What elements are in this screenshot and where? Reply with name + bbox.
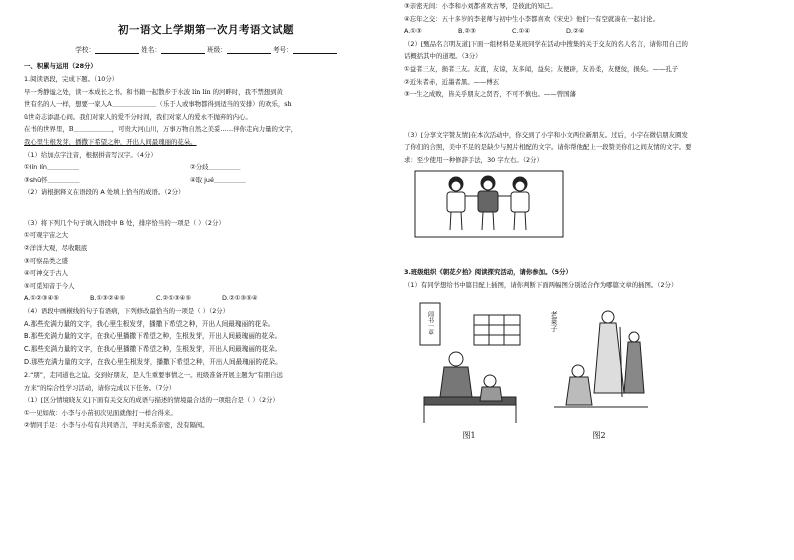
name-label: 姓名： bbox=[141, 46, 161, 55]
pinyin-item: ③shū怀＿＿＿＿＿ bbox=[24, 175, 80, 184]
question-2-2: （2）[甄品名言明友道]下面一组材料是某班同学在活动中搜集的关于交友的名人名言，请你用自己的 bbox=[404, 39, 688, 48]
option: ②情同手足：小李与小苟有共同语言，平时关系亲密，没有隔阂。 bbox=[24, 421, 209, 430]
choice-a[interactable]: A.①②③④⑤ bbox=[24, 294, 59, 303]
pinyin-row bbox=[24, 176, 388, 184]
exam-no-label: 考号： bbox=[272, 46, 293, 55]
choice-c[interactable]: C.①④ bbox=[512, 27, 530, 36]
question-1-2: （2）请根据释义在语段的 A 处填上恰当的成语。（2分） bbox=[24, 188, 185, 197]
choice-d[interactable]: D.②④ bbox=[566, 27, 585, 36]
passage-line-underlined: 我心里生根发芽，播撒下希望之种，开出人间最瑰丽的花朵。 bbox=[24, 137, 197, 146]
choices-row bbox=[24, 294, 388, 302]
name-blank[interactable] bbox=[161, 47, 205, 54]
quote: ②近朱者赤，近墨者黑。——傅玄 bbox=[404, 77, 500, 86]
question-1-1: （1）给加点字注音，根据拼音写汉字。（4分） bbox=[24, 150, 157, 159]
question-2-3-cont: 了你们的合照，美中不足的是缺少与照片相配的文字。请你帮他配上一段赞美你们之间友情的文字。要 bbox=[404, 143, 692, 152]
pinyin-row bbox=[24, 163, 388, 171]
elders-sketch-icon bbox=[544, 297, 654, 427]
figure-1-label: 图1 bbox=[462, 430, 476, 440]
three-friends-illustration bbox=[414, 170, 564, 238]
option: ③可察品类之盛 bbox=[24, 256, 69, 265]
passage-line: ū世奇志添温心间。我们对家人的爱不分时间，我们对家人的爱永不抛弃的内心。 bbox=[24, 112, 252, 121]
figure-2 bbox=[544, 297, 654, 441]
option: ④忘年之交：五十多岁的李老师与初中生小李都喜欢《宋史》他们一有空就凑在一起讨论。 bbox=[404, 14, 659, 23]
choice-d[interactable]: D.那些充满力量的文字，在我心里生根发芽，播撒下希望之种，开出人间最瑰丽的花朵。 bbox=[24, 358, 282, 367]
class-blank[interactable] bbox=[227, 47, 271, 54]
section-heading: 一、积累与运用（28分） bbox=[24, 62, 97, 71]
page-title: 初一语文上学期第一次月考语文试题 bbox=[118, 24, 294, 36]
question-1: 1.阅读语段，完成下题。（10分） bbox=[24, 74, 119, 83]
question-2-2-cont: 话概括其中的道理。（3分） bbox=[404, 52, 482, 61]
choice-a[interactable]: A.①③ bbox=[404, 27, 422, 36]
question-2-3-cont: 求：至少使用一种修辞手法，30 字左右。（2分） bbox=[404, 155, 543, 164]
student-info bbox=[24, 46, 388, 54]
choice-c[interactable]: C.②①③④⑤ bbox=[156, 294, 192, 303]
choice-b[interactable]: B.①③②④⑤ bbox=[90, 294, 126, 303]
right-column bbox=[398, 0, 794, 560]
choice-c[interactable]: C.那些充满力量的文字，在我心里播撒下希望之种，生根发芽，开出人间最瑰丽的花朵。 bbox=[24, 345, 282, 354]
option: ①可观宇宙之大 bbox=[24, 231, 69, 240]
figure-2-caption-text: 老莱子 bbox=[550, 310, 558, 332]
option: ①一见如故：小李与小苗初次见面就像打一样合得来。 bbox=[24, 408, 177, 417]
quote: ③一生之成败，皆关乎朋友之贤否，不可不慎也。——曾国藩 bbox=[404, 90, 576, 99]
question-2-3: （3）[分享文字赞友情]在本次活动中，你交到了小宇和小文两位新朋友。过后，小宇在微信朋友圈发 bbox=[404, 130, 688, 139]
illustrations bbox=[414, 297, 774, 441]
choice-d[interactable]: D.②①③⑤④ bbox=[222, 294, 258, 303]
friends-photo bbox=[414, 170, 564, 238]
passage-line: 早一秀静谧之处，读一本成长之书。和书籍一起散步于水波 lín lín 的河畔时，我不禁想到黄 bbox=[24, 87, 283, 96]
figure-2-label: 图2 bbox=[592, 430, 606, 440]
figure-1-image bbox=[414, 297, 524, 427]
option: ④可神交于古人 bbox=[24, 269, 69, 278]
choices-row bbox=[404, 27, 774, 35]
school-label: 学校： bbox=[75, 46, 96, 55]
pinyin-item: ①lín lín＿＿＿＿＿ bbox=[24, 163, 79, 172]
pinyin-item: ②分歧＿＿＿＿＿ bbox=[190, 163, 241, 172]
choice-b[interactable]: B.那些充满力量的文字，在我心里播撒下希望之种，生根发芽，开出人间最瑰丽的花朵。 bbox=[24, 332, 282, 341]
pinyin-item: ④取 jué＿＿＿＿＿ bbox=[190, 175, 246, 184]
question-3-1: （1）有同学想给书中篇目配上插图，请你判断下面两幅图分别适合作为哪篇文章的插图。（2分） bbox=[404, 280, 678, 289]
class-label: 班级： bbox=[207, 46, 227, 55]
question-1-4: （4）语段中画横线的句子有语病，下列修改最恰当的一项是（ ）（2分） bbox=[24, 307, 230, 316]
question-3: 3.班级组织《朝花夕拾》阅读探究活动，请你参加。（5分） bbox=[404, 267, 572, 276]
option: ③亲密无间：小李和小刘都喜欢古琴，是彼此的知己。 bbox=[404, 2, 557, 10]
choice-b[interactable]: B.②③ bbox=[458, 27, 476, 36]
option: ②洋洋大观，尽收眼底 bbox=[24, 244, 88, 253]
figure-1-caption-text: 闹书一章 bbox=[426, 310, 434, 335]
choice-a[interactable]: A.那些充满力量的文字，我心里生根发芽，播撒下希望之种，开出人间最瑰丽的花朵。 bbox=[24, 319, 275, 328]
exam-no-blank[interactable] bbox=[293, 47, 337, 54]
quote: ①益者三友，损者三友。友直，友谅，友多闻，益矣；友便辟，友善柔，友便佞，损矣。——孔子 bbox=[404, 64, 679, 73]
passage-line: 在书的世界里，B＿＿＿＿＿＿，可贵大河山川，万事万物自然之美妥……伴你走向力量的文字， bbox=[24, 125, 298, 134]
question-2-1: （1）[区分情境晓友义]下面有关交友的成语与描述的情境最合适的一项组合是（ ）（2分） bbox=[24, 396, 279, 405]
figure-1 bbox=[414, 297, 524, 441]
classroom-sketch-icon bbox=[414, 297, 524, 427]
question-2-cont: 方来”的综合性学习活动，请你完成以下任务。（7分） bbox=[24, 383, 176, 392]
question-2: 2.“朋”，走同道也之谊。交到好朋友，是人生重要事情之一。班级准备开展主题为“有朋自远 bbox=[24, 370, 283, 379]
question-1-3: （3）将下列几个句子填入语段中 B 处，排序恰当的一项是（ ）（2分） bbox=[24, 218, 225, 227]
passage-line: 世有名的人一样，想要一家人A＿＿＿＿＿＿＿（乐于人或事物都得到适当的安排）的欢乐，sh bbox=[24, 100, 292, 109]
figure-2-image bbox=[544, 297, 654, 427]
school-blank[interactable] bbox=[95, 47, 139, 54]
option: ⑤可觅知音于今人 bbox=[24, 281, 75, 290]
